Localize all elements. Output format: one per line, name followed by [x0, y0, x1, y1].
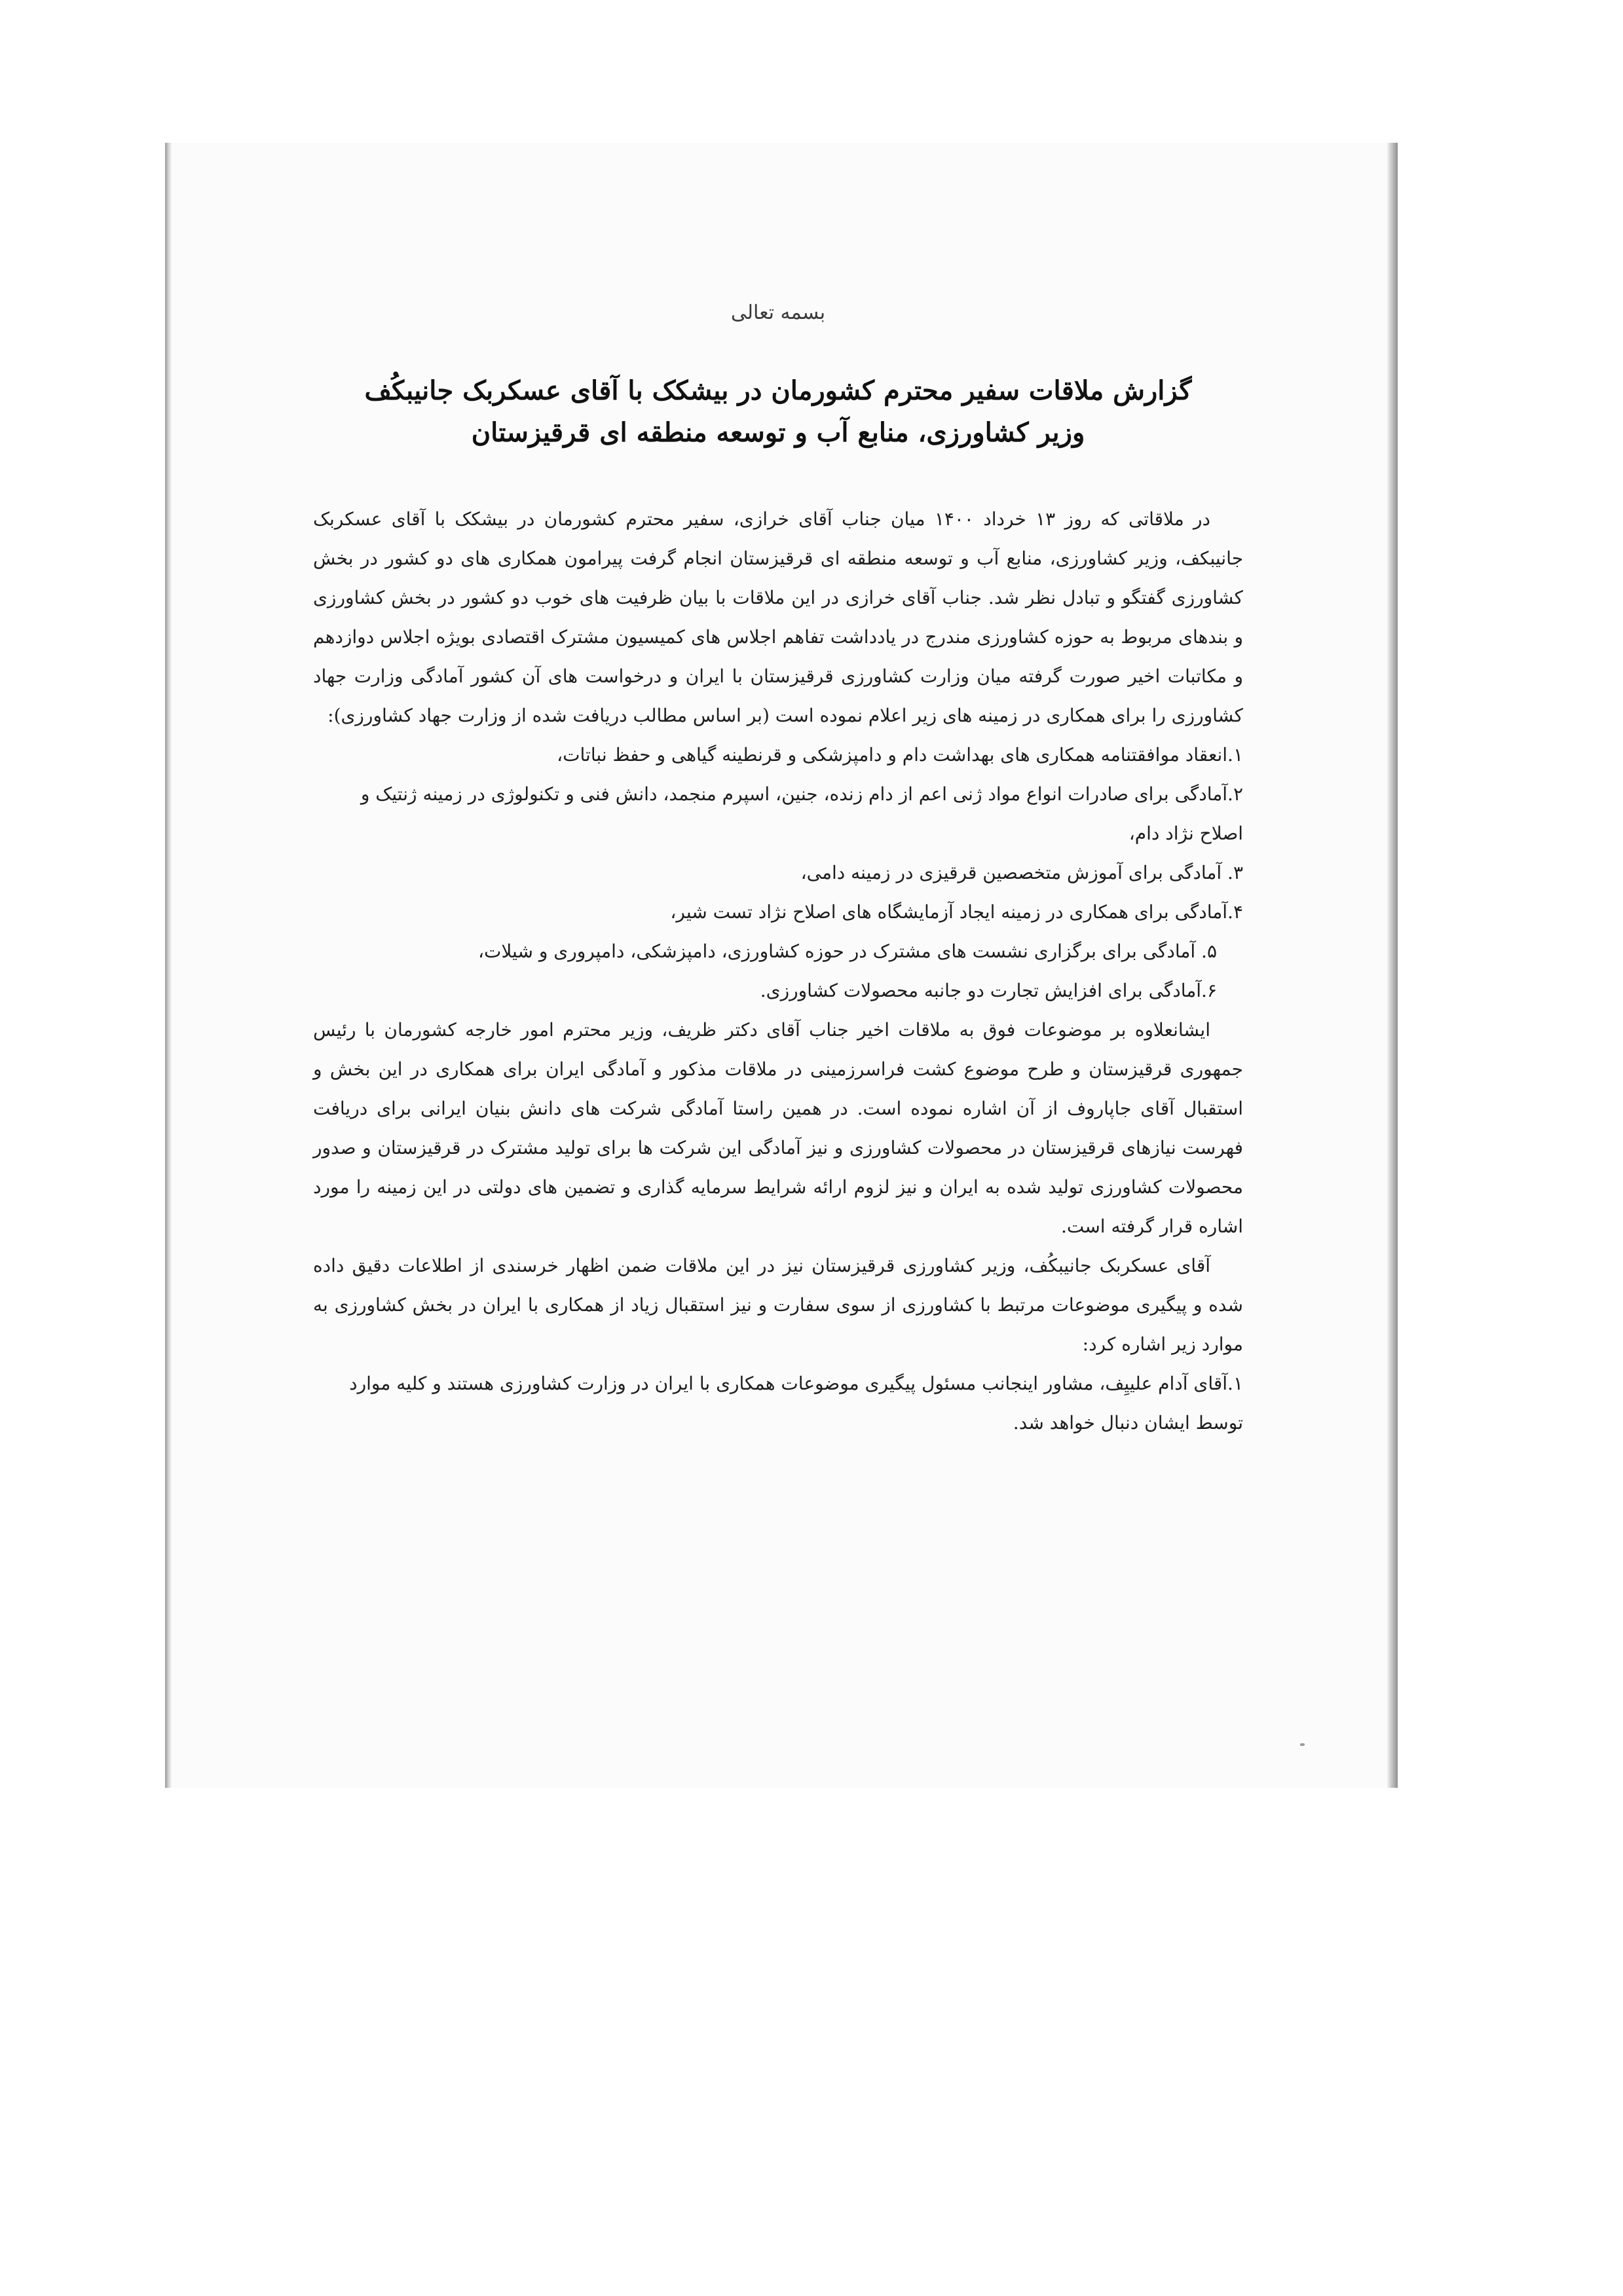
- page-right-edge-shadow: [1387, 143, 1398, 1788]
- list-item: ۲.آمادگی برای صادرات انواع مواد ژنی اعم از دام زنده، جنین، اسپرم منجمد، دانش فنی و تکنولوژی در زمینه ژنتیک و اصلاح نژاد دام،: [360, 783, 1243, 844]
- list-item: ۱.آقای آدام علییِف، مشاور اینجانب مسئول پیگیری موضوعات همکاری با ایران در وزارت کشاورزی هستند و کلیه موارد توسط ایشان دنبال خواهد شد.: [349, 1373, 1243, 1434]
- list-item: ۵. آمادگی برای برگزاری نشست های مشترک در حوزه کشاورزی، دامپزشکی، دامپروری و شیلات،: [477, 940, 1217, 962]
- title-line-1: گزارش ملاقات سفیر محترم کشورمان در بیشکک با آقای عسکربک جانیبکُف: [364, 375, 1192, 406]
- page-left-edge-shadow: [165, 143, 172, 1788]
- list-item: ۶.آمادگی برای افزایش تجارت دو جانبه محصولات کشاورزی.: [760, 980, 1217, 1001]
- paragraph-zarif-meeting: ایشانعلاوه بر موضوعات فوق به ملاقات اخیر جناب آقای دکتر ظریف، وزیر محترم امور خارجه کشورمان با رئیس جمهوری قرقیزستان و طرح موضوع کشت فراسرزمینی در ملاقات مذکور و آمادگی ایران برای همکاری در این بخش و استقبال آقای جاپاروف از آن اشاره نموده است. در همین راستا آمادگی شرکت های دانش بنیان ایرانی برای دریافت فهرست نیازهای قرقیزستان در محصولات کشاورزی و نیز آمادگی این شرکت ها برای تولید مشترک در قرقیزستان و صدور محصولات کشاورزی تولید شده به ایران و نیز لزوم ارائه شرایط سرمایه گذاری و تضمین های دولتی در این زمینه را مورد اشاره قرار گرفته است.: [313, 1019, 1243, 1237]
- salutation: بسمه تعالی: [730, 301, 826, 324]
- intro-paragraph: در ملاقاتی که روز ۱۳ خرداد ۱۴۰۰ میان جناب آقای خرازی، سفیر محترم کشورمان در بیشکک با آقای عسکربک جانیبکف، وزیر کشاورزی، منابع آب و توسعه منطقه ای قرقیزستان انجام گرفت پیرامون همکاری های دو کشور در بخش کشاورزی گفتگو و تبادل نظر شد. جناب آقای خرازی در این ملاقات با بیان ظرفیت های خوب دو کشور در بخش کشاورزی و بندهای مربوط به حوزه کشاورزی مندرج در یادداشت تفاهم اجلاس های کمیسیون مشترک اقتصادی بویژه اجلاس دوازدهم و مکاتبات اخیر صورت گرفته میان وزارت کشاورزی قرقیزستان با ایران و درخواست های آن کشور آمادگی وزارت جهاد کشاورزی را برای همکاری در زمینه های زیر اعلام نموده است (بر اساس مطالب دریافت شده از وزارت جهاد کشاورزی):: [313, 508, 1243, 726]
- letter-body: [313, 288, 1243, 1443]
- minister-points-list: [313, 1364, 1243, 1443]
- report-title: [313, 370, 1243, 454]
- paragraph-minister-response: آقای عسکربک جانیبکُف، وزیر کشاورزی قرقیزستان نیز در این ملاقات ضمن اظهار خرسندی از اطلاعات دقیق داده شده و پیگیری موضوعات مرتبط با کشاورزی از سوی سفارت و نیز استقبال زیاد از همکاری با ایران در بخش کشاورزی به موارد زیر اشاره کرد:: [313, 1255, 1243, 1355]
- list-item: ۱.انعقاد موافقتنامه همکاری های بهداشت دام و دامپزشکی و قرنطینه گیاهی و حفظ نباتات،: [557, 744, 1243, 766]
- list-item: ۳. آمادگی برای آموزش متخصصین قرقیزی در زمینه دامی،: [800, 862, 1243, 883]
- list-item: ۴.آمادگی برای همکاری در زمینه ایجاد آزمایشگاه های اصلاح نژاد تست شیر،: [670, 901, 1243, 923]
- title-line-2: وزیر کشاورزی، منابع آب و توسعه منطقه ای قرقیزستان: [471, 417, 1085, 448]
- readiness-list: [313, 735, 1243, 1010]
- scan-speck: [1300, 1743, 1305, 1746]
